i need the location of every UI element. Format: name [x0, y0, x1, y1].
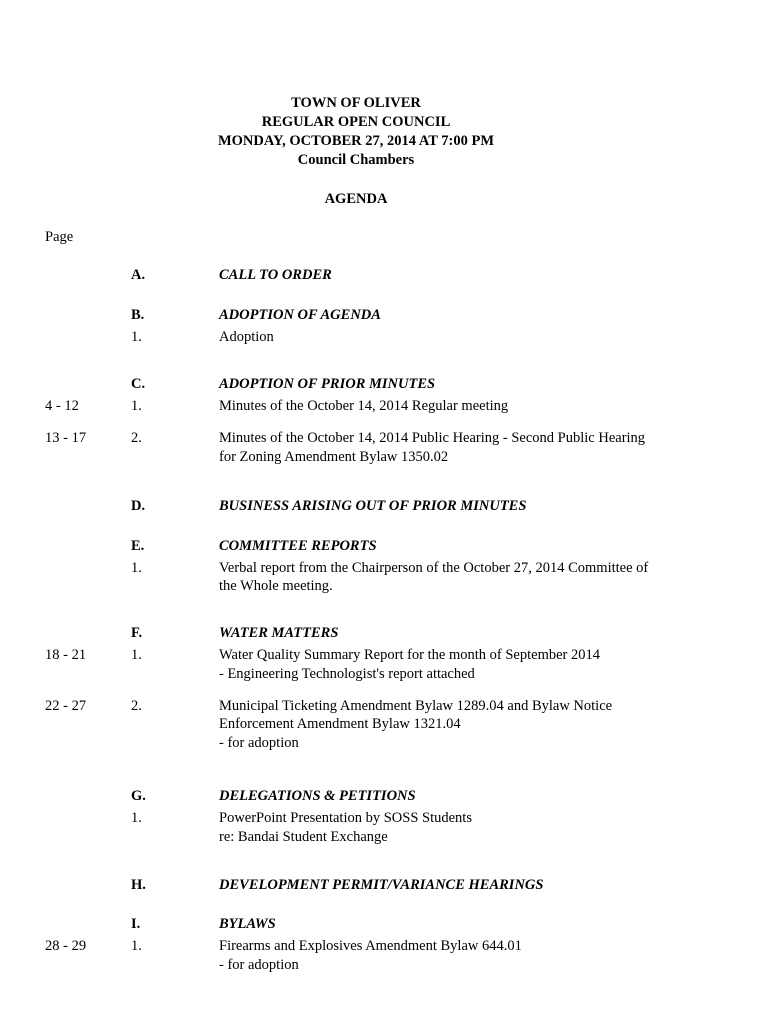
section-f-item-2-number: 2.	[131, 698, 142, 714]
section-i-item-1-pages: 28 - 29	[45, 938, 87, 954]
section-c-item-2-line-1: Minutes of the October 14, 2014 Public Hearing - Second Public Hearing	[219, 430, 646, 446]
meeting-location: Council Chambers	[297, 152, 415, 168]
section-i-item-1-number: 1.	[131, 938, 142, 954]
meeting-datetime: MONDAY, OCTOBER 27, 2014 AT 7:00 PM	[217, 133, 495, 149]
section-i-title: BYLAWS	[219, 916, 276, 932]
section-d-title: BUSINESS ARISING OUT OF PRIOR MINUTES	[219, 498, 527, 514]
section-g-item-1-number: 1.	[131, 810, 142, 826]
section-e-item-1-line-1: Verbal report from the Chairperson of the October 27, 2014 Committee of	[219, 560, 649, 576]
section-f-item-2-pages: 22 - 27	[45, 698, 87, 714]
section-c-item-2-line-2: for Zoning Amendment Bylaw 1350.02	[219, 449, 449, 465]
section-c-item-2-number: 2.	[131, 430, 142, 446]
section-e-item-1-line-2: the Whole meeting.	[219, 578, 333, 594]
section-i-item-1-line-2: - for adoption	[219, 957, 299, 973]
section-e-letter: E.	[131, 538, 145, 554]
town-name: TOWN OF OLIVER	[291, 95, 421, 111]
section-h-letter: H.	[131, 877, 146, 893]
section-h-title: DEVELOPMENT PERMIT/VARIANCE HEARINGS	[219, 877, 544, 893]
section-c-title: ADOPTION OF PRIOR MINUTES	[219, 376, 436, 392]
section-f-item-2-line-2: Enforcement Amendment Bylaw 1321.04	[219, 716, 461, 732]
section-g-item-1-line-2: re: Bandai Student Exchange	[219, 829, 388, 845]
section-f-item-1-number: 1.	[131, 647, 142, 663]
section-g-item-1-line-1: PowerPoint Presentation by SOSS Students	[219, 810, 472, 826]
section-b-letter: B.	[131, 307, 145, 323]
section-c-item-1-pages: 4 - 12	[45, 398, 79, 414]
section-f-item-1-line-1: Water Quality Summary Report for the month of September 2014	[219, 647, 600, 663]
agenda-title: AGENDA	[324, 191, 388, 207]
section-g-title: DELEGATIONS & PETITIONS	[219, 788, 416, 804]
section-c-item-2-pages: 13 - 17	[45, 430, 87, 446]
section-e-title: COMMITTEE REPORTS	[219, 538, 377, 554]
section-a-title: CALL TO ORDER	[219, 267, 332, 283]
section-f-title: WATER MATTERS	[219, 625, 339, 641]
section-i-item-1-line-1: Firearms and Explosives Amendment Bylaw 644.01	[219, 938, 522, 954]
meeting-type: REGULAR OPEN COUNCIL	[261, 114, 451, 130]
section-b-item-1-text: Adoption	[219, 329, 274, 345]
section-b-title: ADOPTION OF AGENDA	[219, 307, 381, 323]
section-c-item-1-number: 1.	[131, 398, 142, 414]
section-f-item-1-pages: 18 - 21	[45, 647, 87, 663]
section-f-item-2-line-1: Municipal Ticketing Amendment Bylaw 1289.04 and Bylaw Notice	[219, 698, 613, 714]
section-b-item-1-number: 1.	[131, 329, 142, 345]
section-d-letter: D.	[131, 498, 146, 514]
section-i-letter: I.	[131, 916, 141, 932]
section-c-letter: C.	[131, 376, 146, 392]
section-f-item-2-line-3: - for adoption	[219, 735, 299, 751]
section-c-item-1-text: Minutes of the October 14, 2014 Regular meeting	[219, 398, 509, 414]
section-f-item-1-line-2: - Engineering Technologist's report attached	[219, 666, 475, 682]
section-e-item-1-number: 1.	[131, 560, 142, 576]
page-column-label: Page	[45, 229, 74, 245]
section-a-letter: A.	[131, 267, 146, 283]
section-f-letter: F.	[131, 625, 143, 641]
section-g-letter: G.	[131, 788, 146, 804]
